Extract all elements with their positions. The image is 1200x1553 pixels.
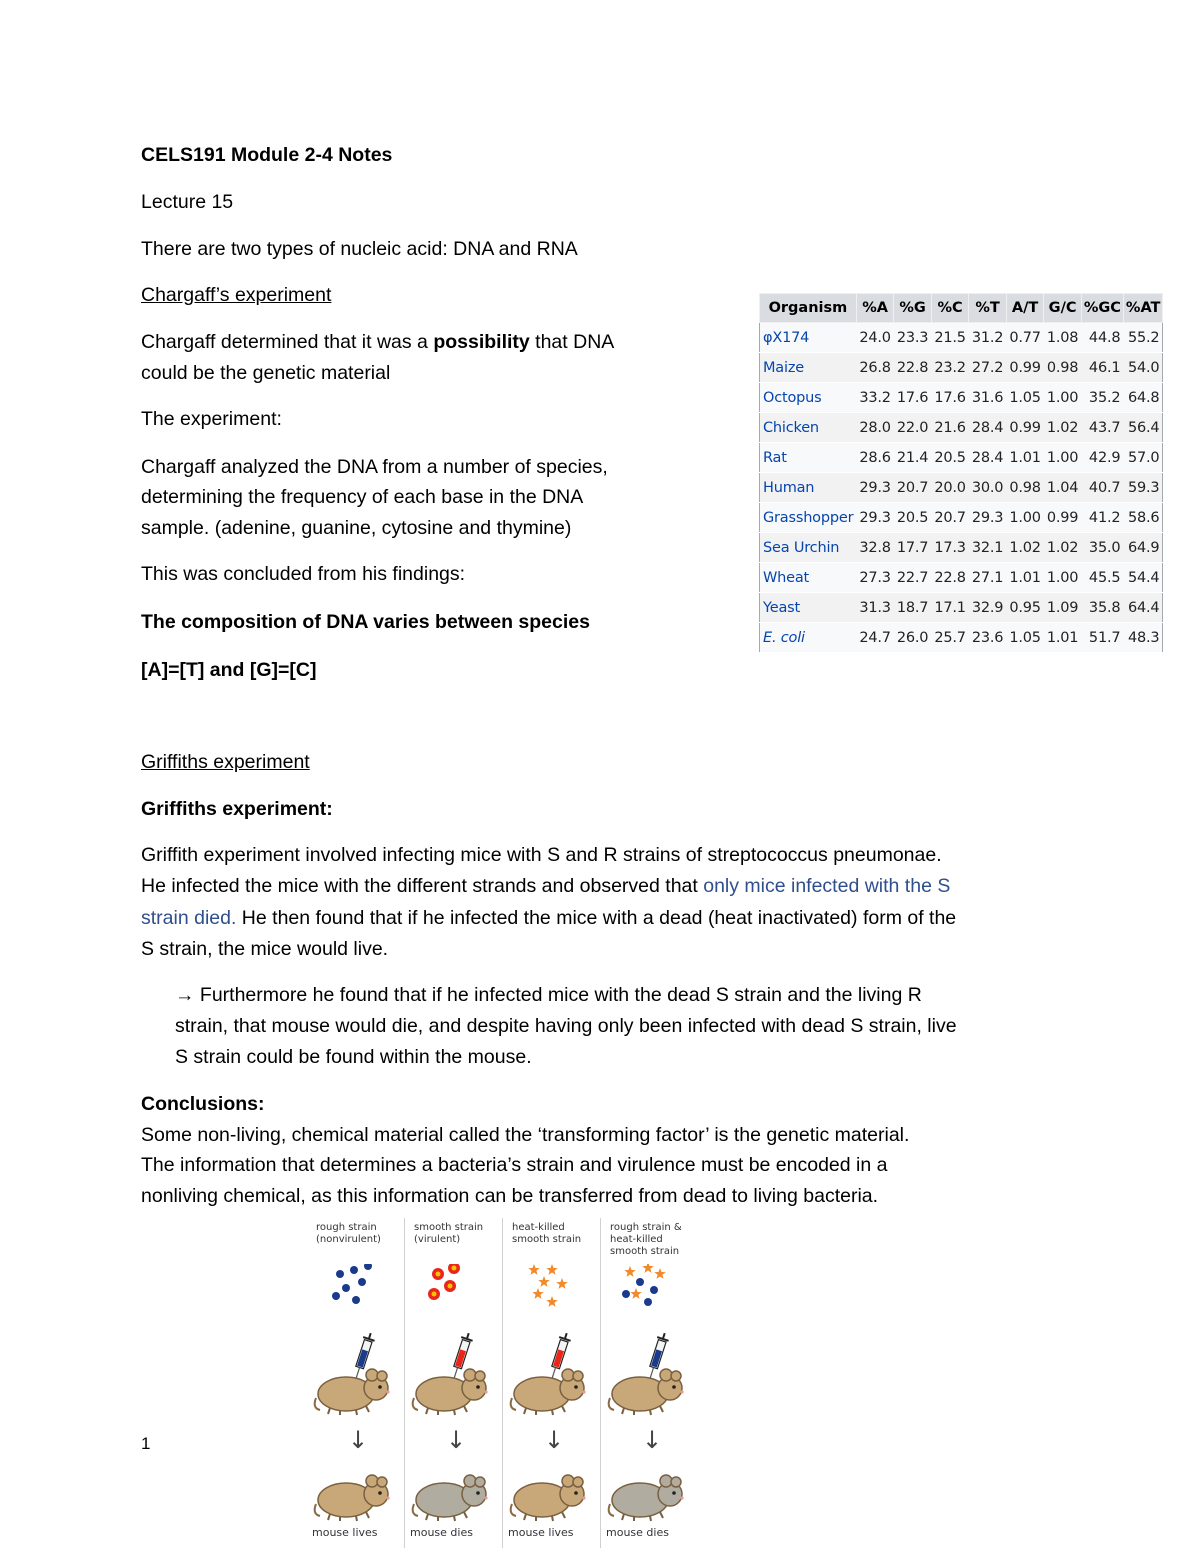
conclusion-line3: nonliving chemical, as this information can be transferred from dead to living bacteria. xyxy=(141,1185,879,1207)
arrow-note-line1: → Furthermore he found that if he infected mice with the dead S strain and the living R xyxy=(175,984,922,1006)
outcome-label: mouse lives xyxy=(508,1526,574,1539)
table-cell: 22.8 xyxy=(894,353,932,383)
table-row xyxy=(760,533,1163,563)
table-cell: 31.2 xyxy=(969,323,1007,353)
table-header-cell: %T xyxy=(969,294,1007,323)
table-cell: 23.3 xyxy=(894,323,932,353)
table-row xyxy=(760,413,1163,443)
table-cell: 31.6 xyxy=(969,383,1007,413)
dead-mouse-icon xyxy=(604,1464,694,1524)
bacteria-icon xyxy=(326,1264,396,1314)
table-cell: 22.8 xyxy=(931,563,969,593)
outcome-label: mouse lives xyxy=(312,1526,378,1539)
intro-text: There are two types of nucleic acid: DNA and RNA xyxy=(141,238,578,260)
table-cell: 17.6 xyxy=(894,383,932,413)
organism-link[interactable]: Wheat xyxy=(760,563,857,593)
table-cell: 31.3 xyxy=(856,593,894,623)
griffith-line3: strain died. He then found that if he infected the mice with a dead (heat inactivated) form of the xyxy=(141,907,957,929)
strain-label: heat-killed smooth strain xyxy=(512,1222,582,1245)
griffith-line1: Griffith experiment involved infecting mice with S and R strains of streptococcus pneumonae. xyxy=(141,844,942,866)
table-cell: 32.9 xyxy=(969,593,1007,623)
table-cell: 1.02 xyxy=(1044,533,1082,563)
table-body xyxy=(760,323,1163,653)
table-row xyxy=(760,503,1163,533)
figure-column xyxy=(406,1218,502,1548)
mouse-icon xyxy=(408,1358,498,1418)
organism-link[interactable]: Maize xyxy=(760,353,857,383)
lecture-label: Lecture 15 xyxy=(141,191,234,213)
table-cell: 0.99 xyxy=(1044,503,1082,533)
strain-label: rough strain (nonvirulent) xyxy=(316,1222,381,1245)
organism-link[interactable]: Chicken xyxy=(760,413,857,443)
mouse-icon xyxy=(310,1358,400,1418)
organism-link[interactable]: Rat xyxy=(760,443,857,473)
table-cell: 17.7 xyxy=(894,533,932,563)
griffith-heading: Griffiths experiment xyxy=(141,751,310,773)
table-cell: 22.0 xyxy=(894,413,932,443)
table-cell: 20.0 xyxy=(931,473,969,503)
table-cell: 55.2 xyxy=(1123,323,1163,353)
table-cell: 17.6 xyxy=(931,383,969,413)
table-header-cell: %A xyxy=(856,294,894,323)
table-header-cell: A/T xyxy=(1006,294,1044,323)
table-cell: 28.4 xyxy=(969,413,1007,443)
arrow-note-line2: strain, that mouse would die, and despite having only been infected with dead S strain, live xyxy=(175,1015,957,1037)
table-header-row xyxy=(760,294,1163,323)
table-cell: 1.02 xyxy=(1044,413,1082,443)
table-cell: 35.2 xyxy=(1081,383,1123,413)
table-cell: 26.0 xyxy=(894,623,932,653)
table-cell: 46.1 xyxy=(1081,353,1123,383)
figure-column xyxy=(308,1218,404,1548)
table-cell: 0.99 xyxy=(1006,413,1044,443)
table-cell: 28.4 xyxy=(969,443,1007,473)
table-cell: 1.00 xyxy=(1044,383,1082,413)
table-cell: 1.08 xyxy=(1044,323,1082,353)
finding-base-pairing: [A]=[T] and [G]=[C] xyxy=(141,659,317,681)
table-row xyxy=(760,563,1163,593)
down-arrow-icon: ↓ xyxy=(642,1426,663,1454)
table-cell: 43.7 xyxy=(1081,413,1123,443)
table-cell: 51.7 xyxy=(1081,623,1123,653)
table-cell: 1.01 xyxy=(1006,563,1044,593)
table-cell: 17.1 xyxy=(931,593,969,623)
column-divider xyxy=(502,1218,503,1548)
table-cell: 21.5 xyxy=(931,323,969,353)
table-cell: 21.6 xyxy=(931,413,969,443)
table-cell: 35.8 xyxy=(1081,593,1123,623)
down-arrow-icon: ↓ xyxy=(544,1426,565,1454)
table-cell: 32.1 xyxy=(969,533,1007,563)
table-cell: 1.04 xyxy=(1044,473,1082,503)
column-divider xyxy=(600,1218,601,1548)
table-cell: 28.6 xyxy=(856,443,894,473)
table-cell: 41.2 xyxy=(1081,503,1123,533)
conclusions-label: Conclusions: xyxy=(141,1093,265,1115)
table-row xyxy=(760,443,1163,473)
table-row xyxy=(760,383,1163,413)
table-cell: 20.7 xyxy=(931,503,969,533)
table-header-cell: G/C xyxy=(1044,294,1082,323)
mouse-icon xyxy=(506,1464,596,1524)
griffith-subheading: Griffiths experiment: xyxy=(141,798,333,820)
experiment-line2: determining the frequency of each base in the DNA xyxy=(141,486,584,508)
table-cell: 20.7 xyxy=(894,473,932,503)
table-cell: 28.0 xyxy=(856,413,894,443)
mouse-icon xyxy=(604,1358,694,1418)
table-cell: 59.3 xyxy=(1123,473,1163,503)
table-cell: 24.0 xyxy=(856,323,894,353)
table-cell: 64.4 xyxy=(1123,593,1163,623)
organism-link[interactable]: Octopus xyxy=(760,383,857,413)
chargaff-line1: Chargaff determined that it was a possibility that DNA xyxy=(141,331,615,353)
experiment-line1: Chargaff analyzed the DNA from a number of species, xyxy=(141,456,608,478)
table-cell: 20.5 xyxy=(894,503,932,533)
griffith-line4: S strain, the mice would live. xyxy=(141,938,389,960)
table-cell: 0.95 xyxy=(1006,593,1044,623)
outcome-label: mouse dies xyxy=(410,1526,473,1539)
table-cell: 27.1 xyxy=(969,563,1007,593)
dead-mouse-icon xyxy=(408,1464,498,1524)
arrow-note-line3: S strain could be found within the mouse. xyxy=(175,1046,532,1068)
figure-column xyxy=(602,1218,698,1548)
table-row xyxy=(760,473,1163,503)
chargaff-line2: could be the genetic material xyxy=(141,362,391,384)
table-cell: 1.05 xyxy=(1006,623,1044,653)
table-cell: 22.7 xyxy=(894,563,932,593)
conclusion-line1: Some non-living, chemical material called the ‘transforming factor’ is the genetic material. xyxy=(141,1124,910,1146)
experiment-label: The experiment: xyxy=(141,408,282,430)
table-cell: 23.6 xyxy=(969,623,1007,653)
table-cell: 44.8 xyxy=(1081,323,1123,353)
figure-column xyxy=(504,1218,600,1548)
table-cell: 57.0 xyxy=(1123,443,1163,473)
griffith-line2: He infected the mice with the different strands and observed that only mice infected with the S xyxy=(141,875,951,897)
table-row xyxy=(760,593,1163,623)
organism-link[interactable]: Grasshopper xyxy=(760,503,857,533)
concluded-text: This was concluded from his findings: xyxy=(141,563,466,585)
table-header-cell: %AT xyxy=(1123,294,1163,323)
table-row xyxy=(760,353,1163,383)
table-cell: 27.3 xyxy=(856,563,894,593)
outcome-label: mouse dies xyxy=(606,1526,669,1539)
table-cell: 64.9 xyxy=(1123,533,1163,563)
table-cell: 18.7 xyxy=(894,593,932,623)
table-cell: 1.02 xyxy=(1006,533,1044,563)
organism-link[interactable]: E. coli xyxy=(760,623,857,653)
table-cell: 20.5 xyxy=(931,443,969,473)
table-cell: 54.0 xyxy=(1123,353,1163,383)
table-cell: 1.00 xyxy=(1006,503,1044,533)
finding-composition: The composition of DNA varies between species xyxy=(141,611,590,633)
column-divider xyxy=(404,1218,405,1548)
table-cell: 0.98 xyxy=(1044,353,1082,383)
down-arrow-icon: ↓ xyxy=(348,1426,369,1454)
bacteria-icon xyxy=(522,1264,592,1314)
conclusion-line2: The information that determines a bacteria’s strain and virulence must be encoded in a xyxy=(141,1154,888,1176)
organism-link[interactable]: Sea Urchin xyxy=(760,533,857,563)
mouse-icon xyxy=(310,1464,400,1524)
table-cell: 33.2 xyxy=(856,383,894,413)
table-cell: 25.7 xyxy=(931,623,969,653)
table-header-cell: %GC xyxy=(1081,294,1123,323)
table-cell: 29.3 xyxy=(856,473,894,503)
table-cell: 24.7 xyxy=(856,623,894,653)
organism-link[interactable]: Yeast xyxy=(760,593,857,623)
table-row xyxy=(760,323,1163,353)
table-header-cell: Organism xyxy=(760,294,857,323)
table-cell: 40.7 xyxy=(1081,473,1123,503)
table-cell: 58.6 xyxy=(1123,503,1163,533)
table-cell: 1.00 xyxy=(1044,563,1082,593)
strain-label: smooth strain (virulent) xyxy=(414,1222,484,1245)
table-cell: 17.3 xyxy=(931,533,969,563)
table-cell: 27.2 xyxy=(969,353,1007,383)
strain-label: rough strain & heat-killed smooth strain xyxy=(610,1222,682,1257)
table-cell: 30.0 xyxy=(969,473,1007,503)
organism-link[interactable]: Human xyxy=(760,473,857,503)
table-cell: 29.3 xyxy=(969,503,1007,533)
table-cell: 1.01 xyxy=(1044,623,1082,653)
table-cell: 0.77 xyxy=(1006,323,1044,353)
table-cell: 42.9 xyxy=(1081,443,1123,473)
chargaff-heading: Chargaff’s experiment xyxy=(141,284,332,306)
table-cell: 48.3 xyxy=(1123,623,1163,653)
bacteria-icon xyxy=(620,1264,690,1314)
experiment-line3: sample. (adenine, guanine, cytosine and thymine) xyxy=(141,517,572,539)
table-row xyxy=(760,623,1163,653)
table-cell: 32.8 xyxy=(856,533,894,563)
document-title: CELS191 Module 2-4 Notes xyxy=(141,144,393,166)
table-cell: 1.09 xyxy=(1044,593,1082,623)
griffith-experiment-figure xyxy=(308,1218,700,1548)
table-cell: 0.98 xyxy=(1006,473,1044,503)
table-cell: 21.4 xyxy=(894,443,932,473)
table-cell: 56.4 xyxy=(1123,413,1163,443)
table-cell: 45.5 xyxy=(1081,563,1123,593)
page-number: 1 xyxy=(141,1434,151,1453)
chargaff-data-table xyxy=(759,293,1163,653)
organism-link[interactable]: φX174 xyxy=(760,323,857,353)
table-cell: 54.4 xyxy=(1123,563,1163,593)
table-header-cell: %G xyxy=(894,294,932,323)
table-cell: 0.99 xyxy=(1006,353,1044,383)
table-cell: 64.8 xyxy=(1123,383,1163,413)
mouse-icon xyxy=(506,1358,596,1418)
table-header-cell: %C xyxy=(931,294,969,323)
down-arrow-icon: ↓ xyxy=(446,1426,467,1454)
table-cell: 29.3 xyxy=(856,503,894,533)
table-cell: 26.8 xyxy=(856,353,894,383)
table-cell: 1.05 xyxy=(1006,383,1044,413)
table-cell: 23.2 xyxy=(931,353,969,383)
bacteria-icon xyxy=(424,1264,494,1314)
table-cell: 1.01 xyxy=(1006,443,1044,473)
table-cell: 1.00 xyxy=(1044,443,1082,473)
table-cell: 35.0 xyxy=(1081,533,1123,563)
